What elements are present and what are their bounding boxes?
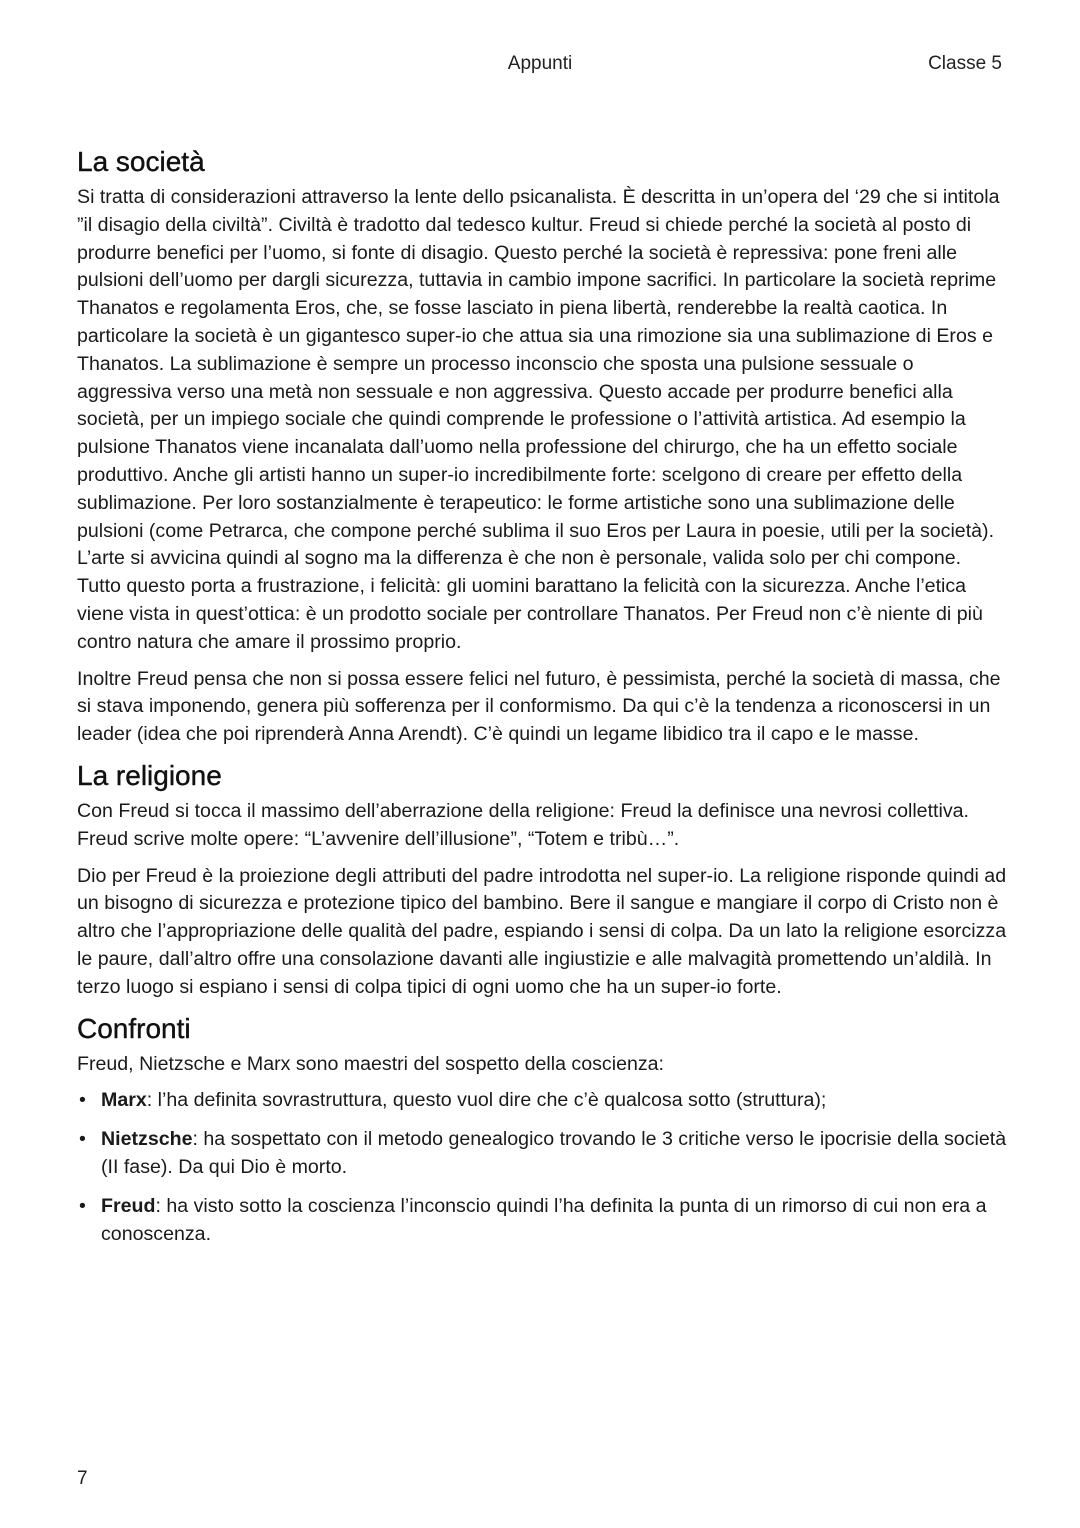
bullet-icon: • [79,1089,86,1112]
header-class-label: Classe 5 [928,53,1002,74]
list-item-term: Freud [101,1194,156,1217]
paragraph: Si tratta di considerazioni attraverso la lente dello psicanalista. È descritta in un’opera del ‘29 che si intitola ”il disagio della civiltà”. Civiltà è tradotto dal tedesco kultur. Freud si chiede perché la società al posto di produrre benefici per l’uomo, si fonte di disagio. Questo perché la società è repressiva: pone freni alle pulsioni dell’uomo per dargli sicurezza, tuttavia in cambio impone sacrifici. In particolare la società reprime Thanatos e regolamenta Eros, che, se fosse lasciato in piena libertà, renderebbe la realtà caotica. In particolare la società è un gigantesco super-io che attua sia una rimozione sia una sublimazione di Eros e Thanatos. La sublimazione è sempre un processo inconscio che sposta una pulsione sessuale o aggressiva verso una metà non sessuale e non aggressiva. Questo accade per produrre benefici alla società, per un impiego sociale che quindi comprende le professione o l’attività artistica. Ad esempio la pulsione Thanatos viene incanalata dall’uomo nella professione del chirurgo, che ha un effetto sociale produttivo. Anche gli artisti hanno un super-io incredibilmente forte: scelgono di creare per effetto della sublimazione. Per loro sostanzialmente è terapeutico: le forme artistiche sono una sublimazione delle pulsioni (come Petrarca, che compone perché sublima il suo Eros per Laura in poesie, utili per la società). L’arte si avvicina quindi al sogno ma la differenza è che non è personale, valida solo per chi compone. Tutto questo porta a frustrazione, i felicità: gli uomini barattano la felicità con la sicurezza. Anche l’etica viene vista in quest’ottica: è un prodotto sociale per controllare Thanatos. Per Freud non c’è niente di più contro natura che amare il prossimo proprio. [77,186,1000,653]
section-religione [77,758,1009,1002]
section-heading: La società [77,146,205,177]
list-item-term: Marx [101,1089,147,1112]
bullet-icon: • [79,1194,86,1217]
list-item [77,1087,1009,1115]
header-title: Appunti [507,53,573,74]
list-item-text: : l’ha definita sovrastruttura, questo vuol dire che c’è qualcosa sotto (struttura); [146,1089,827,1112]
page-number: 7 [77,1468,88,1489]
section-societa [77,144,1009,749]
section-confronti [77,1011,1009,1249]
paragraph: Freud, Nietzsche e Marx sono maestri del sospetto della coscienza: [77,1052,664,1075]
section-heading: La religione [77,759,222,791]
paragraph: Inoltre Freud pensa che non si possa essere felici nel futuro, è pessimista, perché la società di massa, che si stava imponendo, genera più sofferenza per il conformismo. Da qui c’è la tendenza a riconoscersi in un leader (idea che poi riprenderà Anna Arendt). C’è quindi un legame libidico tra il capo e le masse. [77,667,1001,746]
bullet-list [77,1087,1009,1248]
bullet-icon: • [79,1128,86,1151]
list-item [77,1126,1009,1182]
document-body [77,144,1009,1259]
section-heading: Confronti [77,1012,191,1044]
list-item [77,1193,1009,1249]
paragraph: Dio per Freud è la proiezione degli attributi del padre introdotta nel super-io. La religione risponde quindi ad un bisogno di sicurezza e protezione tipico del bambino. Bere il sangue e mangiare il corpo di Cristo non è altro che l’appropriazione delle qualità del padre, espiando i sensi di colpa. Da un lato la religione esorcizza le paure, dall’altro offre una consolazione davanti alle ingiustizie e alle malvagità promettendo un’aldilà. In terzo luogo si espiano i sensi di colpa tipici di ogni uomo che ha un super-io forte. [77,864,1007,998]
paragraph: Con Freud si tocca il massimo dell’aberrazione della religione: Freud la definisce una nevrosi collettiva. Freud scrive molte opere: “L’avvenire dell’illusione”, “Totem e tribù…”. [77,799,969,850]
list-item-text: : ha sospettato con il metodo genealogico trovando le 3 critiche verso le ipocrisie della società (II fase). Da qui Dio è morto. [101,1128,1007,1178]
list-item-term: Nietzsche [101,1128,193,1151]
list-item-text: : ha visto sotto la coscienza l’inconscio quindi l’ha definita la punta di un rimorso di cui non era a conoscenza. [101,1194,987,1245]
